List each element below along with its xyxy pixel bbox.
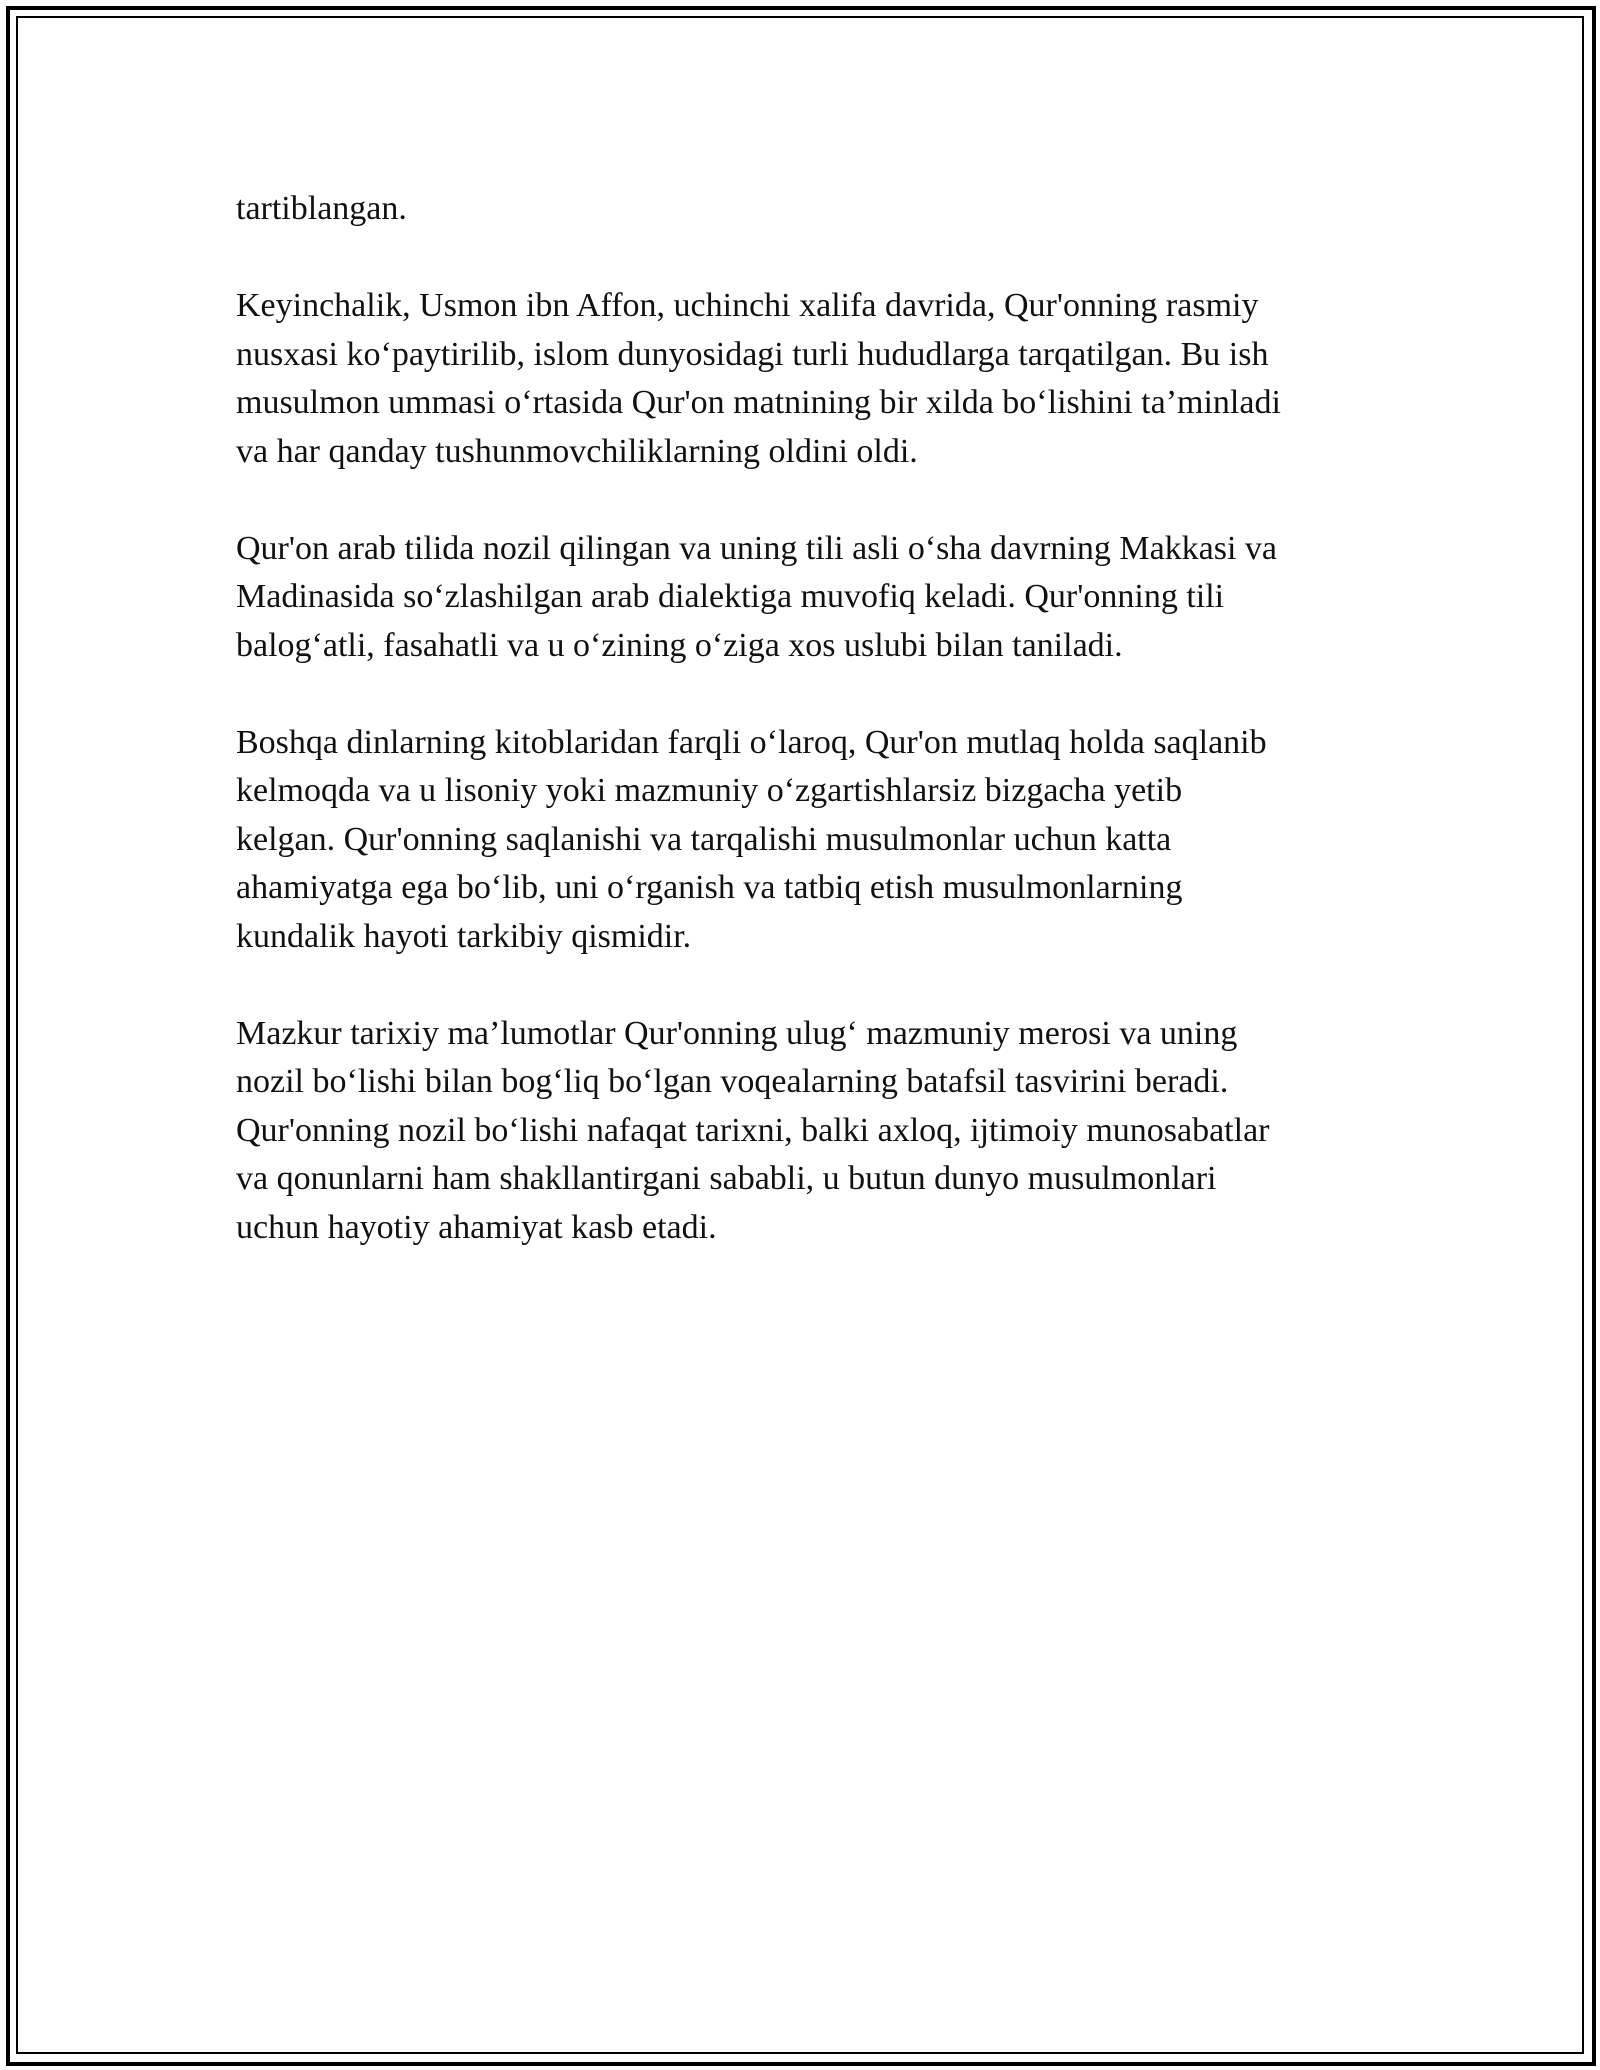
paragraph-4: Boshqa dinlarning kitoblaridan farqli o‘laroq, Qur'on mutlaq holda saqlanib kelmoqda va u lisoniy yoki mazmuniy o‘zgartishlarsiz bizgacha yetib kelgan. Qur'onning saqlanishi va tarqalishi musulmonlar uchun katta ahamiyatga ega bo‘lib, uni o‘rganish va tatbiq etish musulmonlarning kundalik hayoti tarkibiy qismidir. (236, 723, 1267, 955)
paragraph-2: Keyinchalik, Usmon ibn Affon, uchinchi xalifa davrida, Qur'onning rasmiy nusxasi ko‘paytirilib, islom dunyosidagi turli hududlarga tarqatilgan. Bu ish musulmon ummasi o‘rtasida Qur'on matnining bir xilda bo‘lishini ta’minladi va har qanday tushunmovchiliklarning oldini oldi. (236, 287, 1281, 470)
paragraph-3: Qur'on arab tilida nozil qilingan va uning tili asli o‘sha davrning Makkasi va Madinasida so‘zlashilgan arab dialektiga muvofiq keladi. Qur'onning tili balog‘atli, fasahatli va u o‘zining o‘ziga xos uslubi bilan taniladi. (236, 529, 1278, 664)
paragraph-5: Mazkur tarixiy ma’lumotlar Qur'onning ulug‘ mazmuniy merosi va uning nozil bo‘lishi bilan bog‘liq bo‘lgan voqealarning batafsil tasvirini beradi. Qur'onning nozil bo‘lishi nafaqat tarixni, balki axloq, ijtimoiy munosabatlar va qonunlarni ham shakllantirgani sababli, u butun dunyo musulmonlari uchun hayotiy ahamiyat kasb etadi. (236, 1014, 1270, 1246)
document-body (236, 185, 1376, 1301)
paragraph-1: tartiblangan. (236, 190, 407, 227)
